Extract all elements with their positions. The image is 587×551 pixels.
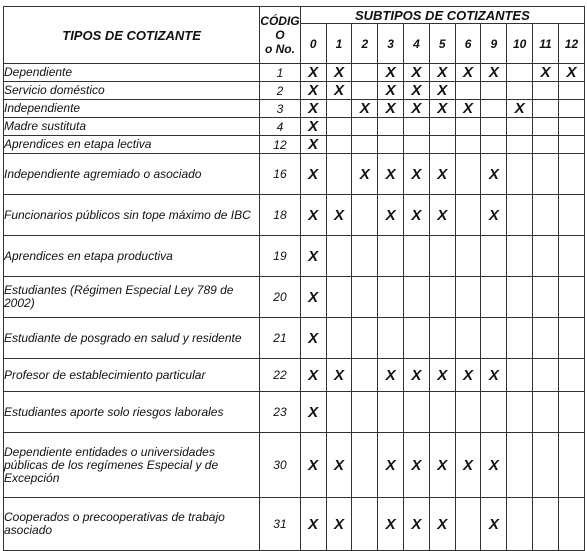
codigo-cell: 23 xyxy=(260,392,301,433)
subtipo-empty-cell xyxy=(352,498,378,551)
subtipo-mark-cell: X xyxy=(481,433,507,498)
tipo-cotizante-cell: Independiente agremiado o asociado xyxy=(4,154,260,195)
subtipo-empty-cell xyxy=(558,100,584,118)
subtipo-empty-cell xyxy=(404,392,430,433)
table-row xyxy=(4,236,585,277)
subtipo-empty-cell xyxy=(326,277,352,318)
subtipo-mark-cell: X xyxy=(429,64,455,82)
subtipo-empty-cell xyxy=(481,100,507,118)
subtipo-empty-cell xyxy=(533,82,559,100)
subtipo-empty-cell xyxy=(455,498,481,551)
subtipo-empty-cell xyxy=(507,195,533,236)
subtipo-empty-cell xyxy=(558,82,584,100)
subtipo-empty-cell xyxy=(326,100,352,118)
subtipo-empty-cell xyxy=(558,277,584,318)
subtipo-empty-cell xyxy=(507,498,533,551)
subtipo-empty-cell xyxy=(533,359,559,392)
codigo-cell: 20 xyxy=(260,277,301,318)
subtipo-empty-cell xyxy=(404,318,430,359)
codigo-cell: 31 xyxy=(260,498,301,551)
subtipo-mark-cell: X xyxy=(481,64,507,82)
subtipo-mark-cell: X xyxy=(481,154,507,195)
subtipo-mark-cell: X xyxy=(455,100,481,118)
subtipo-mark-cell: X xyxy=(326,64,352,82)
subtipo-mark-cell: X xyxy=(326,82,352,100)
subtipo-empty-cell xyxy=(429,392,455,433)
subtipo-empty-cell xyxy=(558,392,584,433)
subtipo-empty-cell xyxy=(352,136,378,154)
subtipo-mark-cell: X xyxy=(404,359,430,392)
subtipo-mark-cell: X xyxy=(404,498,430,551)
table-row xyxy=(4,136,585,154)
subtipo-header-0: 0 xyxy=(300,24,326,64)
subtipo-mark-cell: X xyxy=(300,236,326,277)
subtipo-mark-cell: X xyxy=(429,195,455,236)
tipo-cotizante-cell: Estudiantes aporte solo riesgos laborales xyxy=(4,392,260,433)
subtipo-empty-cell xyxy=(507,118,533,136)
table-row xyxy=(4,498,585,551)
subtipo-empty-cell xyxy=(352,359,378,392)
subtipo-mark-cell: X xyxy=(300,195,326,236)
subtipo-mark-cell: X xyxy=(429,433,455,498)
tipo-cotizante-cell: Dependiente xyxy=(4,64,260,82)
subtipo-empty-cell xyxy=(352,277,378,318)
subtipo-empty-cell xyxy=(507,236,533,277)
codigo-cell: 30 xyxy=(260,433,301,498)
subtipo-empty-cell xyxy=(533,318,559,359)
subtipo-empty-cell xyxy=(378,136,404,154)
subtipo-empty-cell xyxy=(533,498,559,551)
subtipo-empty-cell xyxy=(558,236,584,277)
subtipo-mark-cell: X xyxy=(300,100,326,118)
subtipo-empty-cell xyxy=(352,82,378,100)
tipo-cotizante-cell: Cooperados o precooperativas de trabajo asociado xyxy=(4,498,260,551)
subtipo-empty-cell xyxy=(352,392,378,433)
subtipo-empty-cell xyxy=(429,118,455,136)
subtipo-empty-cell xyxy=(507,154,533,195)
subtipo-mark-cell: X xyxy=(300,82,326,100)
subtipo-mark-cell: X xyxy=(404,433,430,498)
subtipo-mark-cell: X xyxy=(300,498,326,551)
subtipo-mark-cell: X xyxy=(429,100,455,118)
subtipo-empty-cell xyxy=(455,195,481,236)
table-row xyxy=(4,392,585,433)
subtipo-empty-cell xyxy=(507,359,533,392)
subtipo-mark-cell: X xyxy=(533,64,559,82)
subtipo-mark-cell: X xyxy=(300,433,326,498)
subtipo-mark-cell: X xyxy=(378,100,404,118)
codigo-cell: 22 xyxy=(260,359,301,392)
subtipo-empty-cell xyxy=(533,100,559,118)
subtipo-empty-cell xyxy=(507,392,533,433)
subtipo-empty-cell xyxy=(404,136,430,154)
subtipo-mark-cell: X xyxy=(352,100,378,118)
tipos-cotizante-table xyxy=(3,6,585,551)
subtipo-empty-cell xyxy=(507,277,533,318)
subtipo-empty-cell xyxy=(326,118,352,136)
subtipo-empty-cell xyxy=(455,136,481,154)
subtipo-header-6: 6 xyxy=(455,24,481,64)
subtipo-mark-cell: X xyxy=(326,359,352,392)
codigo-header: CÓDIG O o No. xyxy=(260,7,301,64)
subtipo-header-4: 4 xyxy=(404,24,430,64)
subtipo-empty-cell xyxy=(378,277,404,318)
table-row xyxy=(4,195,585,236)
subtipo-empty-cell xyxy=(533,154,559,195)
tipo-cotizante-cell: Madre sustituta xyxy=(4,118,260,136)
subtipo-mark-cell: X xyxy=(326,195,352,236)
subtipo-empty-cell xyxy=(404,118,430,136)
subtipo-empty-cell xyxy=(429,236,455,277)
tipo-cotizante-cell: Independiente xyxy=(4,100,260,118)
subtipo-mark-cell: X xyxy=(352,154,378,195)
subtipo-mark-cell: X xyxy=(300,318,326,359)
subtipo-empty-cell xyxy=(481,392,507,433)
subtipo-mark-cell: X xyxy=(455,359,481,392)
subtipo-mark-cell: X xyxy=(558,64,584,82)
subtipo-empty-cell xyxy=(533,236,559,277)
subtipo-header-3: 3 xyxy=(378,24,404,64)
codigo-cell: 2 xyxy=(260,82,301,100)
subtipo-empty-cell xyxy=(481,318,507,359)
table-row xyxy=(4,154,585,195)
codigo-cell: 19 xyxy=(260,236,301,277)
codigo-cell: 3 xyxy=(260,100,301,118)
subtipo-empty-cell xyxy=(507,318,533,359)
subtipo-mark-cell: X xyxy=(481,195,507,236)
table-row xyxy=(4,100,585,118)
subtipo-mark-cell: X xyxy=(378,82,404,100)
subtipo-empty-cell xyxy=(507,136,533,154)
subtipo-header-5: 5 xyxy=(429,24,455,64)
subtipo-header-1: 1 xyxy=(326,24,352,64)
subtipo-mark-cell: X xyxy=(429,498,455,551)
tipo-cotizante-cell: Estudiantes (Régimen Especial Ley 789 de 2002) xyxy=(4,277,260,318)
subtipo-mark-cell: X xyxy=(455,64,481,82)
subtipo-mark-cell: X xyxy=(300,64,326,82)
table-body xyxy=(4,64,585,551)
subtipo-empty-cell xyxy=(404,236,430,277)
subtipo-empty-cell xyxy=(326,136,352,154)
subtipo-empty-cell xyxy=(558,154,584,195)
subtipo-header-12: 12 xyxy=(558,24,584,64)
table-row xyxy=(4,277,585,318)
subtipo-empty-cell xyxy=(455,277,481,318)
codigo-cell: 1 xyxy=(260,64,301,82)
subtipo-empty-cell xyxy=(558,195,584,236)
subtipo-empty-cell xyxy=(507,82,533,100)
subtipo-mark-cell: X xyxy=(404,64,430,82)
subtipos-header: SUBTIPOS DE COTIZANTES xyxy=(300,7,584,24)
subtipo-mark-cell: X xyxy=(326,498,352,551)
subtipo-empty-cell xyxy=(404,277,430,318)
subtipo-empty-cell xyxy=(558,318,584,359)
subtipo-header-9: 9 xyxy=(481,24,507,64)
subtipo-empty-cell xyxy=(455,82,481,100)
subtipo-empty-cell xyxy=(378,236,404,277)
table-row xyxy=(4,64,585,82)
table-row xyxy=(4,433,585,498)
subtipo-empty-cell xyxy=(352,64,378,82)
table-row xyxy=(4,118,585,136)
subtipo-empty-cell xyxy=(558,498,584,551)
subtipo-mark-cell: X xyxy=(378,195,404,236)
codigo-cell: 16 xyxy=(260,154,301,195)
subtipo-empty-cell xyxy=(352,118,378,136)
subtipo-empty-cell xyxy=(352,195,378,236)
subtipo-empty-cell xyxy=(558,359,584,392)
subtipo-empty-cell xyxy=(455,154,481,195)
subtipo-empty-cell xyxy=(507,433,533,498)
subtipo-mark-cell: X xyxy=(404,195,430,236)
tipo-cotizante-cell: Funcionarios públicos sin tope máximo de IBC xyxy=(4,195,260,236)
subtipo-empty-cell xyxy=(455,318,481,359)
table-row xyxy=(4,318,585,359)
subtipo-mark-cell: X xyxy=(300,359,326,392)
subtipos-table-document xyxy=(3,6,586,551)
subtipo-empty-cell xyxy=(378,318,404,359)
subtipo-empty-cell xyxy=(429,318,455,359)
tipo-cotizante-cell: Servicio doméstico xyxy=(4,82,260,100)
tipo-cotizante-cell: Aprendices en etapa lectiva xyxy=(4,136,260,154)
subtipo-empty-cell xyxy=(533,118,559,136)
subtipo-empty-cell xyxy=(481,82,507,100)
subtipo-empty-cell xyxy=(429,277,455,318)
subtipo-mark-cell: X xyxy=(429,82,455,100)
subtipo-empty-cell xyxy=(378,118,404,136)
tipo-cotizante-cell: Dependiente entidades o universidades públicas de los regímenes Especial y de Excepción xyxy=(4,433,260,498)
subtipo-empty-cell xyxy=(378,392,404,433)
subtipo-empty-cell xyxy=(507,64,533,82)
subtipo-mark-cell: X xyxy=(326,433,352,498)
codigo-cell: 21 xyxy=(260,318,301,359)
codigo-cell: 4 xyxy=(260,118,301,136)
subtipo-empty-cell xyxy=(481,236,507,277)
tipo-cotizante-cell: Estudiante de posgrado en salud y residente xyxy=(4,318,260,359)
subtipo-mark-cell: X xyxy=(378,359,404,392)
subtipo-mark-cell: X xyxy=(404,154,430,195)
subtipo-empty-cell xyxy=(558,433,584,498)
codigo-cell: 18 xyxy=(260,195,301,236)
subtipo-mark-cell: X xyxy=(378,154,404,195)
subtipo-empty-cell xyxy=(326,318,352,359)
tipo-cotizante-cell: Aprendices en etapa productiva xyxy=(4,236,260,277)
subtipo-mark-cell: X xyxy=(429,359,455,392)
subtipo-empty-cell xyxy=(352,236,378,277)
subtipo-empty-cell xyxy=(558,136,584,154)
subtipo-mark-cell: X xyxy=(404,82,430,100)
subtipo-empty-cell xyxy=(326,392,352,433)
subtipo-header-10: 10 xyxy=(507,24,533,64)
subtipo-empty-cell xyxy=(481,136,507,154)
subtipo-empty-cell xyxy=(533,433,559,498)
subtipo-mark-cell: X xyxy=(507,100,533,118)
subtipo-empty-cell xyxy=(352,433,378,498)
subtipo-mark-cell: X xyxy=(378,433,404,498)
subtipo-mark-cell: X xyxy=(300,136,326,154)
subtipo-empty-cell xyxy=(326,236,352,277)
subtipo-empty-cell xyxy=(558,118,584,136)
subtipo-empty-cell xyxy=(481,118,507,136)
table-row xyxy=(4,359,585,392)
subtipo-header-11: 11 xyxy=(533,24,559,64)
subtipo-mark-cell: X xyxy=(378,498,404,551)
subtipo-empty-cell xyxy=(326,154,352,195)
subtipo-empty-cell xyxy=(533,136,559,154)
subtipo-mark-cell: X xyxy=(300,118,326,136)
subtipo-empty-cell xyxy=(429,136,455,154)
subtipo-empty-cell xyxy=(481,277,507,318)
subtipo-mark-cell: X xyxy=(378,64,404,82)
subtipo-mark-cell: X xyxy=(455,433,481,498)
subtipo-empty-cell xyxy=(533,277,559,318)
subtipo-mark-cell: X xyxy=(481,359,507,392)
subtipo-mark-cell: X xyxy=(429,154,455,195)
codigo-cell: 12 xyxy=(260,136,301,154)
subtipo-empty-cell xyxy=(455,392,481,433)
subtipo-empty-cell xyxy=(533,392,559,433)
subtipo-header-2: 2 xyxy=(352,24,378,64)
subtipo-empty-cell xyxy=(533,195,559,236)
subtipo-mark-cell: X xyxy=(300,277,326,318)
subtipo-empty-cell xyxy=(455,118,481,136)
tipos-cotizante-header: TIPOS DE COTIZANTE xyxy=(4,7,260,64)
tipo-cotizante-cell: Profesor de establecimiento particular xyxy=(4,359,260,392)
subtipo-empty-cell xyxy=(455,236,481,277)
subtipo-mark-cell: X xyxy=(404,100,430,118)
table-row xyxy=(4,82,585,100)
subtipo-mark-cell: X xyxy=(300,392,326,433)
subtipo-empty-cell xyxy=(352,318,378,359)
subtipo-mark-cell: X xyxy=(300,154,326,195)
subtipo-mark-cell: X xyxy=(481,498,507,551)
